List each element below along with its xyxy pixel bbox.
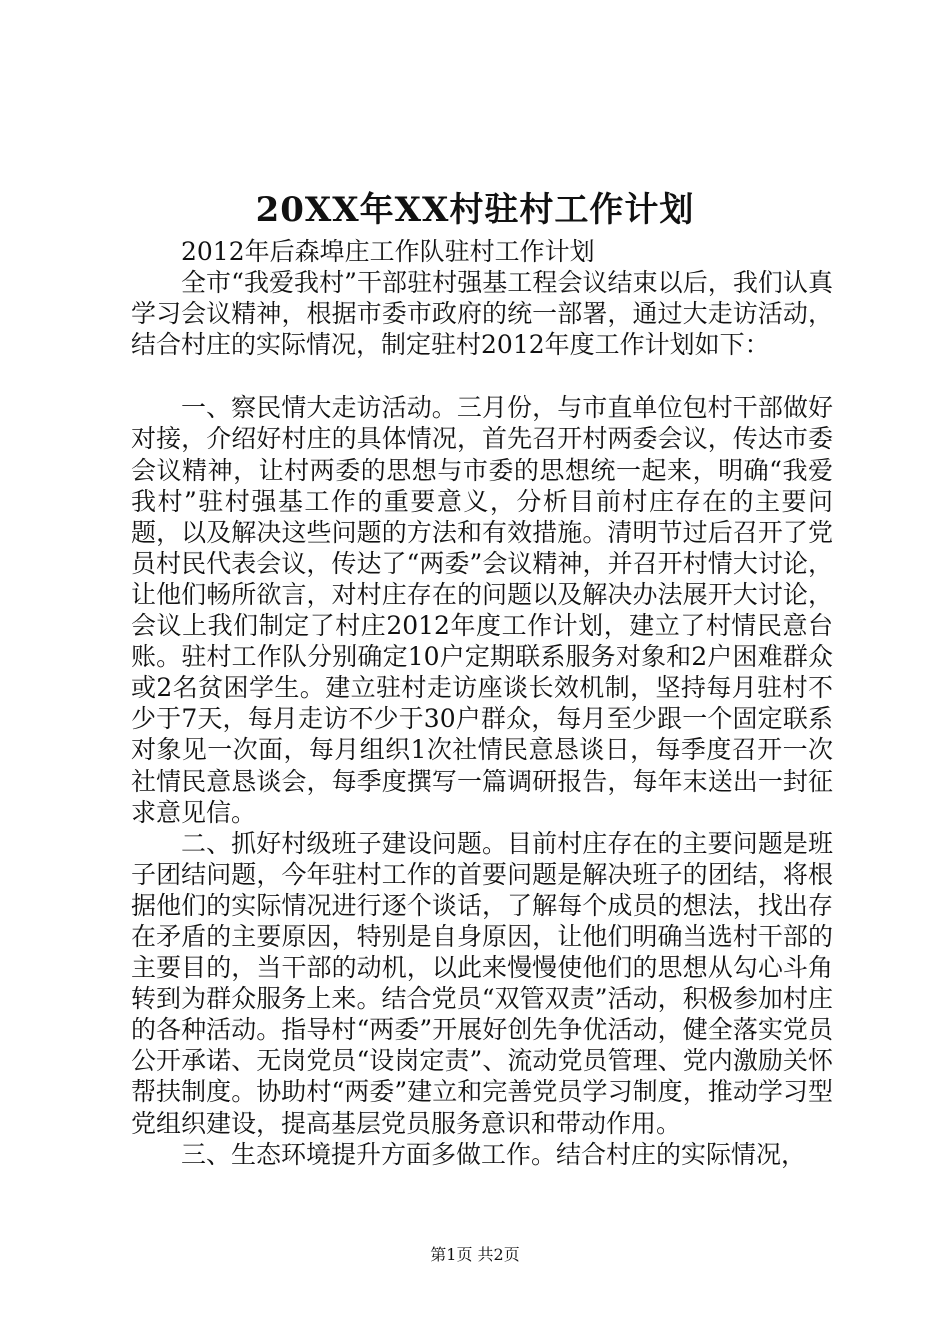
paragraph-gap: [131, 360, 833, 392]
page-footer: 第1页 共2页: [430, 1245, 520, 1264]
document-title: 20XX年XX村驻村工作计划: [255, 190, 695, 230]
document-subtitle: 2012年后森埠庄工作队驻村工作计划: [181, 237, 595, 266]
paragraph-section-3: 三、生态环境提升方面多做工作。结合村庄的实际情况，: [181, 1139, 807, 1169]
paragraph-intro: 全市“我爱我村”干部驻村强基工程会议结束以后，我们认真学习会议精神，根据市委市政府的统一部署，通过大走访活动，结合村庄的实际情况，制定驻村2012年度工作计划如下：: [131, 268, 833, 360]
paragraph-section-2: 二、抓好村级班子建设问题。目前村庄存在的主要问题是班子团结问题，今年驻村工作的首要问题是解决班子的团结，将根据他们的实际情况进行逐个谈话，了解每个成员的想法，找出存在矛盾的主要原因，特别是自身原因，让他们明确当选村干部的主要目的，当干部的动机，以此来慢慢使他们的思想从勾心斗角转到为群众服务上来。结合党员“双管双责”活动，积极参加村庄的各种活动。指导村“两委”开展好创先争优活动，健全落实党员公开承诺、无岗党员“设岗定责”、流动党员管理、党内激励关怀帮扶制度。协助村“两委”建立和完善党员学习制度，推动学习型党组织建设，提高基层党员服务意识和带动作用。: [131, 828, 833, 1138]
paragraph-section-1: 一、察民情大走访活动。三月份，与市直单位包村干部做好对接，介绍好村庄的具体情况，首先召开村两委会议，传达市委会议精神，让村两委的思想与市委的思想统一起来，明确“我爱我村”驻村强基工作的重要意义，分析目前村庄存在的主要问题，以及解决这些问题的方法和有效措施。清明节过后召开了党员村民代表会议，传达了“两委”会议精神，并召开村情大讨论，让他们畅所欲言，对村庄存在的问题以及解决办法展开大讨论，会议上我们制定了村庄2012年度工作计划，建立了村情民意台账。驻村工作队分别确定10户定期联系服务对象和2户困难群众或2名贫困学生。建立驻村走访座谈长效机制，坚持每月驻村不少于7天，每月走访不少于30户群众，每月至少跟一个固定联系对象见一次面，每月组织1次社情民意恳谈日，每季度召开一次社情民意恳谈会，每季度撰写一篇调研报告，每年末送出一封征求意见信。: [131, 393, 833, 827]
document-body: [131, 236, 833, 1170]
